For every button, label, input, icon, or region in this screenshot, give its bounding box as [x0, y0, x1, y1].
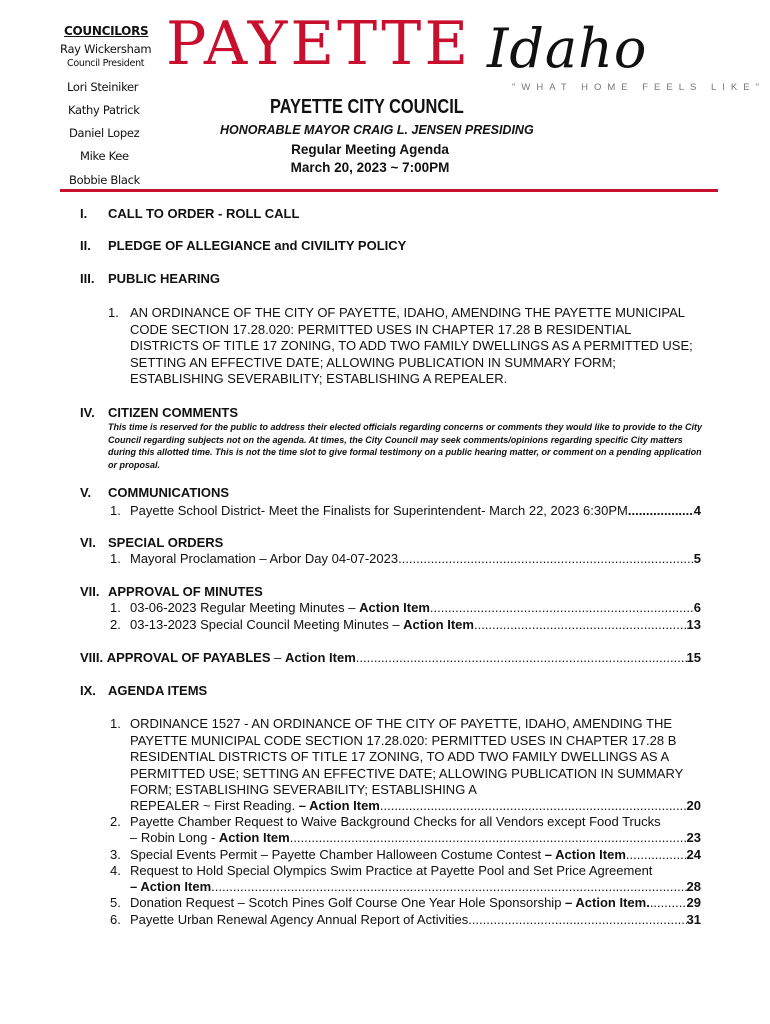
ordinance-text: AN ORDINANCE OF THE CITY OF PAYETTE, IDAHO, AMENDING THE PAYETTE MUNICIPAL CODE SECTION 17.28.020: PERMITTED USES IN CHAPTER 17.28 B RESIDENTIAL DISTRICTS OF TITLE 17 ZONING, TO ADD TWO FAMILY DWELLINGS AS A PERMITTED USE; SETTING AN EFFECTIVE DATE; ALLOWING PUBLICATION IN SUMMARY FORM; ESTABLISHING SEVERABILITY; ESTABLISHING A REPEALER. [130, 305, 693, 386]
action-item-label: – Action Item [130, 879, 212, 894]
action-item-label: Action Item [403, 617, 474, 632]
toc-line [80, 650, 701, 665]
item-number: 4. [110, 863, 121, 878]
dot-leader [356, 650, 687, 665]
item-text: Mayoral Proclamation – Arbor Day 04-07-2023 [130, 551, 399, 566]
section-number: VI. [80, 535, 96, 550]
item-text [130, 617, 474, 632]
councilor-name: Bobbie Black [69, 173, 140, 187]
section-number: V. [80, 485, 92, 500]
item-number: 5. [110, 895, 121, 910]
section-title: CITIZEN COMMENTS [108, 405, 238, 420]
item-text [130, 895, 650, 910]
section-number: VIII. [80, 650, 104, 665]
logo-payette: PAYETTE [166, 9, 472, 79]
dot-leader [398, 551, 694, 566]
meeting-date: March 20, 2023 ~ 7:00PM [290, 160, 450, 175]
item-title: 03-06-2023 Regular Meeting Minutes – [130, 600, 360, 615]
section-number: III. [80, 271, 95, 286]
section-title: APPROVAL OF MINUTES [108, 584, 263, 599]
section-title: CALL TO ORDER - ROLL CALL [108, 206, 300, 221]
item-number: 1. [108, 305, 119, 320]
action-item-label: – Action Item [298, 798, 380, 813]
council-title: PAYETTE CITY COUNCIL [270, 96, 464, 118]
logo-idaho-script: Idaho [487, 17, 648, 80]
councilor-name: Ray Wickersham [60, 42, 152, 56]
dot-leader [650, 895, 687, 910]
item-text [130, 830, 290, 845]
toc-line [130, 830, 701, 845]
item-text [130, 600, 430, 615]
item-title: REPEALER ~ First Reading. [130, 798, 299, 813]
item-title: 03-13-2023 Special Council Meeting Minutes – [130, 617, 404, 632]
item-number: 6. [110, 912, 121, 927]
section-title: PLEDGE OF ALLEGIANCE and CIVILITY POLICY [108, 238, 407, 253]
toc-line [130, 551, 701, 566]
ordinance-text: ORDINANCE 1527 - AN ORDINANCE OF THE CITY OF PAYETTE, IDAHO, AMENDING THE PAYETTE MUNICIPAL CODE SECTION 17.28.020: PERMITTED USES IN CHAPTER 17.28 B RESIDENTIAL DISTRICTS OF TITLE 17 ZONING, TO ADD TWO FAMILY DWELLINGS AS A PERMITTED USE; SETTING AN EFFECTIVE DATE; ALLOWING PUBLICATION IN SUMMARY FORM; ESTABLISHING SEVERABILITY; ESTABLISHING A [130, 716, 684, 797]
item-text: Payette School District- Meet the Finalists for Superintendent- March 22, 2023 6:30PM [130, 503, 628, 518]
dot-leader [211, 879, 686, 894]
item-number: 1. [110, 716, 121, 731]
section-number: VII. [80, 584, 100, 599]
action-item-label: – Action Item [544, 847, 626, 862]
section-number: I. [80, 206, 88, 221]
citizen-comments-note: This time is reserved for the public to address their elected officials regarding concerns or comments they would like to provide to the City Council regarding subjects not on the agenda. At times, the City Council may seek comments/opinions regarding specific City matters during this allotted time. This is not the time slot to give formal testimony on a public hearing matter, or comment on a pending application or proposal. [108, 422, 702, 470]
dash: – [270, 650, 285, 665]
item-text: Request to Hold Special Olympics Swim Practice at Payette Pool and Set Price Agreement [130, 863, 653, 878]
action-item-label: Action Item [284, 650, 356, 665]
toc-line [130, 895, 701, 910]
item-number: 1. [110, 600, 121, 615]
action-item-label: – Action Item. [565, 895, 650, 910]
councilors-heading: COUNCILORS [64, 24, 149, 38]
item-text: Payette Urban Renewal Agency Annual Report of Activities. [130, 912, 472, 927]
item-title: Special Events Permit – Payette Chamber Halloween Costume Contest [130, 847, 545, 862]
toc-line [130, 879, 701, 894]
page-number: 31 [686, 912, 701, 927]
action-item-label: Action Item [218, 830, 290, 845]
councilor-name: Mike Kee [80, 149, 129, 163]
section-title: AGENDA ITEMS [108, 683, 208, 698]
toc-line [130, 847, 701, 862]
dot-leader [430, 600, 694, 615]
page-number: 4 [693, 503, 701, 518]
item-number: 1. [110, 503, 121, 518]
toc-line [130, 600, 701, 615]
item-title: – Robin Long - [130, 830, 219, 845]
section-number: IV. [80, 405, 95, 420]
section-title: COMMUNICATIONS [108, 485, 230, 500]
section-title: APPROVAL OF PAYABLES [106, 650, 271, 665]
item-text: Payette Chamber Request to Waive Background Checks for all Vendors except Food Trucks [130, 814, 661, 829]
header-divider [60, 189, 718, 192]
page-number: 20 [686, 798, 701, 813]
item-text [130, 847, 626, 862]
section-title: PUBLIC HEARING [108, 271, 220, 286]
dot-leader [380, 798, 687, 813]
action-item-label: Action Item [359, 600, 430, 615]
page-number: 15 [686, 650, 701, 665]
councilor-name: Daniel Lopez [69, 126, 140, 140]
item-text [80, 650, 356, 665]
page-number: 6 [693, 600, 701, 615]
dot-leader [474, 617, 687, 632]
item-number: 3. [110, 847, 121, 862]
page-number: 29 [686, 895, 701, 910]
item-title: Donation Request – Scotch Pines Golf Course One Year Hole Sponsorship [130, 895, 566, 910]
dot-leader [626, 847, 687, 862]
page-number: 13 [686, 617, 701, 632]
toc-line [130, 503, 701, 518]
page-number: 5 [693, 551, 701, 566]
councilor-name: Lori Steiniker [67, 80, 139, 94]
page-number: 24 [686, 847, 701, 862]
dot-leader [472, 912, 687, 927]
mayor-line: HONORABLE MAYOR CRAIG L. JENSEN PRESIDING [220, 123, 534, 137]
item-number: 2. [110, 617, 121, 632]
item-number: 1. [110, 551, 121, 566]
toc-line [130, 912, 701, 927]
meeting-type: Regular Meeting Agenda [291, 142, 449, 157]
item-text [130, 798, 380, 813]
dot-leader [628, 503, 694, 518]
councilor-name: Kathy Patrick [68, 103, 140, 117]
logo-tagline: "WHAT HOME FEELS LIKE" [512, 82, 765, 93]
councilor-role: Council President [67, 58, 145, 69]
dot-leader [290, 830, 687, 845]
page-number: 23 [686, 830, 701, 845]
page-number: 28 [686, 879, 701, 894]
item-number: 2. [110, 814, 121, 829]
toc-line [130, 798, 701, 813]
section-number: II. [80, 238, 91, 253]
section-title: SPECIAL ORDERS [108, 535, 224, 550]
toc-line [130, 617, 701, 632]
section-number: IX. [80, 683, 96, 698]
